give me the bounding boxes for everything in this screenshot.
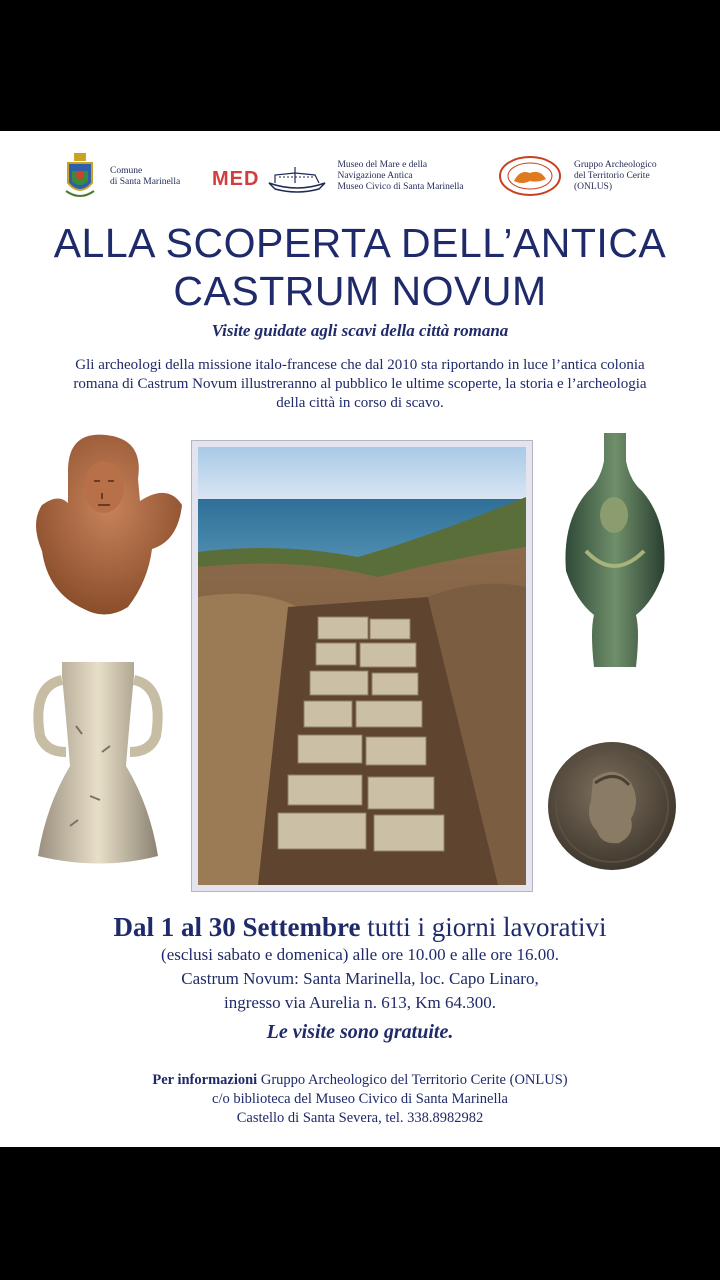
comune-line1: Comune [110, 166, 143, 176]
seal-icon [498, 155, 562, 197]
info-block [0, 1071, 720, 1128]
amphora-image [30, 656, 168, 871]
ship-icon [265, 163, 329, 195]
terracotta-bust-image [28, 431, 186, 621]
roman-coin-image [545, 739, 679, 873]
crest-icon [64, 153, 96, 201]
intro-line2: romana di Castrum Novum illustreranno al pubblico le ultime scoperte, la storia e l’archeologia [73, 376, 647, 392]
gruppo-line2: del Territorio Cerite [574, 170, 650, 181]
info-line3: Castello di Santa Severa, tel. 338.8982982 [236, 1110, 484, 1126]
info-label: Per informazioni [152, 1072, 258, 1088]
header-logos [0, 153, 720, 213]
dates-block [0, 911, 720, 1015]
gruppo-logo [498, 155, 657, 197]
poster [0, 131, 720, 1147]
info-line1 [0, 1071, 720, 1090]
intro-line1: Gli archeologi della missione italo-francese che dal 2010 sta riportando in luce l’antica colonia [75, 357, 645, 373]
free-visits-text: Le visite sono gratuite. [266, 1021, 454, 1043]
comune-line2: di Santa Marinella [110, 177, 181, 187]
bronze-figure-image [556, 431, 674, 676]
title-line2: CASTRUM NOVUM [173, 268, 547, 314]
intro-text [30, 356, 690, 413]
excavation-photo-frame [191, 440, 533, 892]
dates-rest: tutti i giorni lavorativi [360, 912, 607, 942]
museo-line2: Navigazione Antica [337, 170, 413, 181]
gruppo-line3: (ONLUS) [574, 181, 612, 192]
museo-line1: Museo del Mare e della [337, 159, 428, 170]
info-line1-text: Gruppo Archeologico del Territorio Cerite (ONLUS) [257, 1072, 568, 1088]
museo-logo [212, 159, 464, 195]
excavation-photo [198, 447, 526, 885]
dates-line2: (esclusi sabato e domenica) alle ore 10.00 e alle ore 16.00. [161, 945, 559, 964]
comune-logo [64, 153, 180, 201]
info-line2: c/o biblioteca del Museo Civico di Santa Marinella [212, 1091, 508, 1107]
museo-line3: Museo Civico di Santa Marinella [337, 181, 464, 192]
dates-headline [0, 911, 720, 943]
med-logo: MED [212, 167, 260, 190]
gruppo-line1: Gruppo Archeologico [574, 159, 657, 170]
dates-line4: ingresso via Aurelia n. 613, Km 64.300. [224, 993, 496, 1012]
dates-line3: Castrum Novum: Santa Marinella, loc. Capo Linaro, [181, 969, 539, 988]
poster-subtitle: Visite guidate agli scavi della città romana [211, 321, 509, 340]
intro-line3: della città in corso di scavo. [276, 395, 444, 411]
dates-range: Dal 1 al 30 Settembre [113, 912, 361, 942]
title-line1: ALLA SCOPERTA DELL’ANTICA [53, 220, 667, 266]
poster-title [0, 219, 720, 315]
